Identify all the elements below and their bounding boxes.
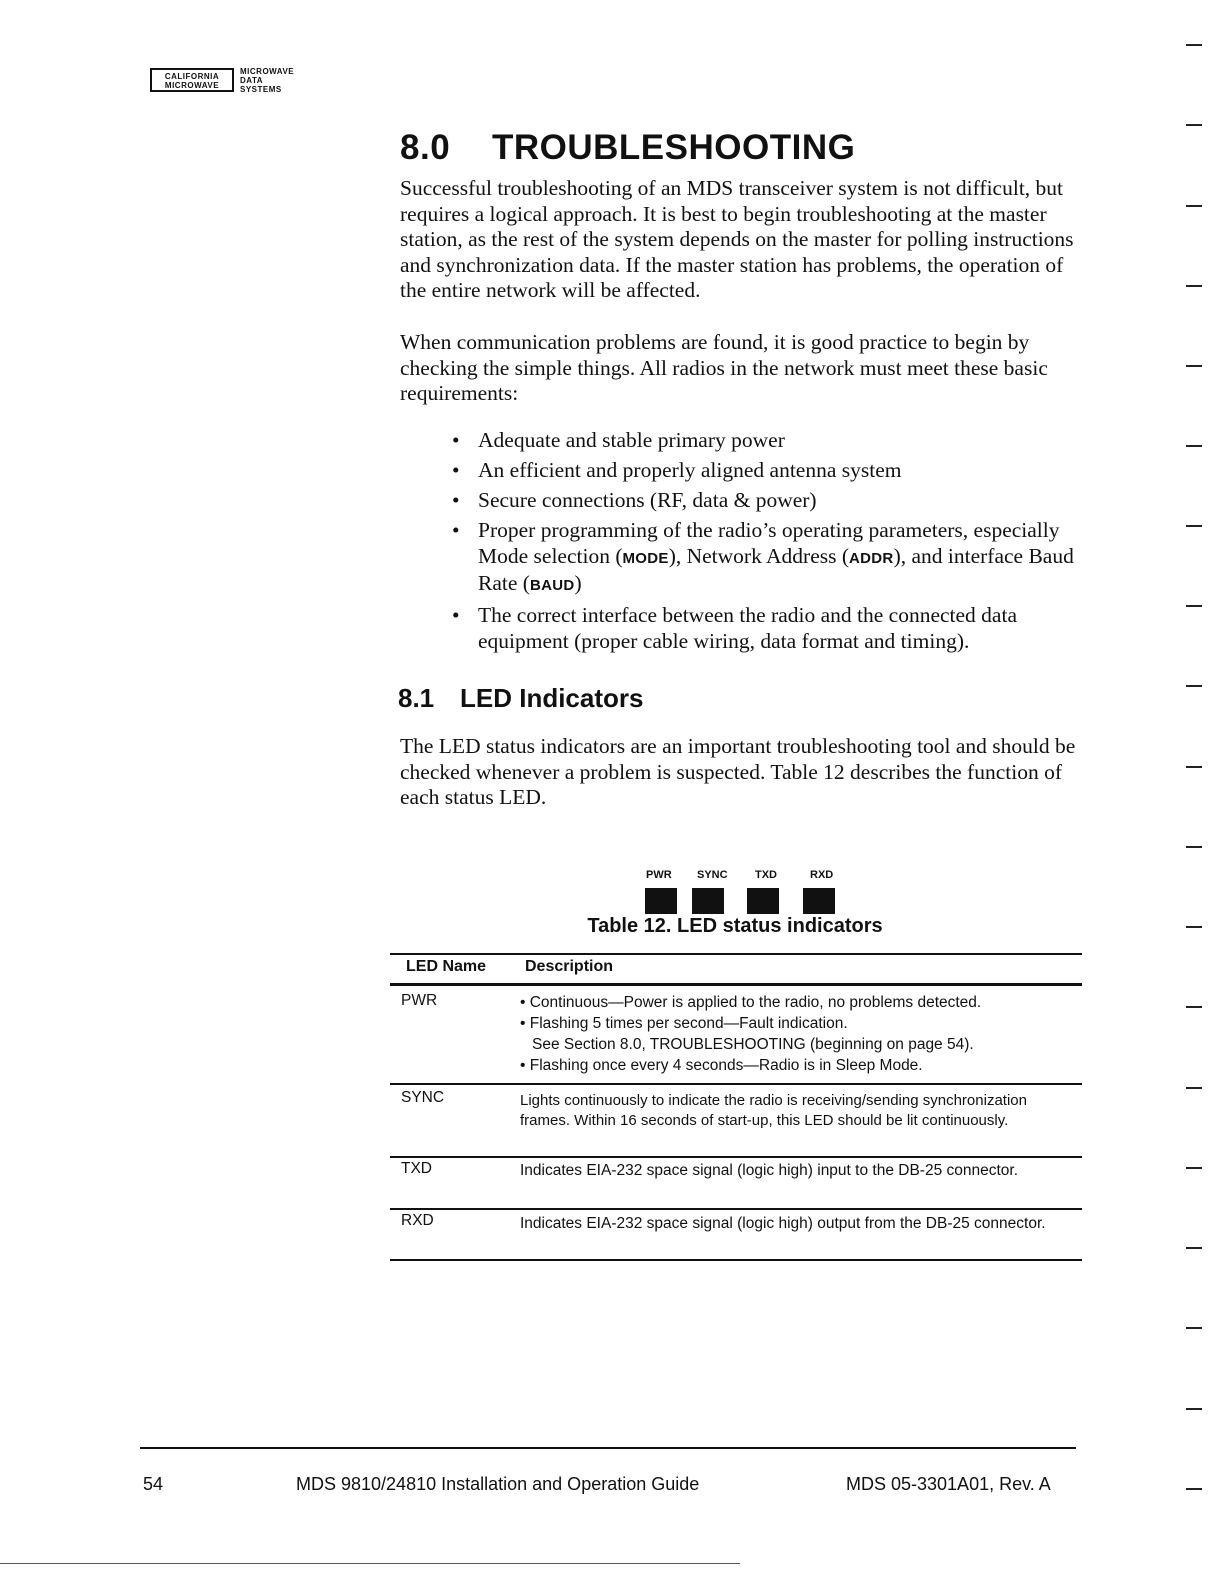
margin-tick — [1186, 1087, 1202, 1089]
table-cell-name: TXD — [401, 1160, 432, 1177]
intro-paragraph: Successful troubleshooting of an MDS transceiver system is not difficult, but requires a logical approach. It is best to begin troubleshooting at the master station, as the rest of the system depends on the master for polling instructions and synchronization data. If the master station has problems, the operation of the entire network will be affected. — [400, 176, 1074, 302]
margin-tick — [1186, 285, 1202, 287]
table-cell-description — [520, 992, 1080, 1076]
subsection-title: LED Indicators — [460, 683, 644, 713]
table-rule — [390, 1208, 1082, 1210]
logo-box — [150, 68, 234, 92]
table-cell-description: Indicates EIA-232 space signal (logic high) output from the DB-25 connector. — [520, 1215, 1046, 1232]
margin-tick — [1186, 44, 1202, 46]
requirement-text: Adequate and stable primary power — [478, 428, 785, 452]
logo-box-line-1: CALIFORNIA — [164, 72, 220, 81]
led-labels — [636, 869, 856, 883]
description-line: • Flashing once every 4 seconds—Radio is in Sleep Mode. — [520, 1057, 923, 1074]
description-line: See Section 8.0, TROUBLESHOOTING (beginning on page 54). — [532, 1036, 974, 1053]
led-rxd — [803, 888, 835, 914]
logo-side-line-3: SYSTEMS — [240, 85, 282, 94]
led-label-pwr: PWR — [646, 869, 672, 881]
table-rule — [390, 1083, 1082, 1085]
margin-tick — [1186, 1006, 1202, 1008]
list-item — [452, 518, 1092, 599]
margin-tick — [1186, 1247, 1202, 1249]
margin-tick — [1186, 1408, 1202, 1410]
led-txd — [747, 888, 779, 914]
subsection-number: 8.1 — [398, 683, 435, 713]
margin-tick — [1186, 685, 1202, 687]
table-rule — [390, 953, 1082, 955]
margin-tick — [1186, 1167, 1202, 1169]
requirements-list — [452, 428, 1092, 659]
logo-side-line-1: MICROWAVE — [240, 67, 295, 76]
list-item — [452, 428, 1092, 454]
led-sync — [692, 888, 724, 914]
table-caption: Table 12. LED status indicators — [587, 915, 883, 937]
requirement-text: An efficient and properly aligned antenna system — [478, 458, 902, 482]
table-cell-name: RXD — [401, 1212, 434, 1229]
requirement-text: ) — [574, 571, 582, 595]
margin-tick — [1186, 926, 1202, 928]
section-number: 8.0 — [400, 128, 451, 167]
margin-tick — [1186, 766, 1202, 768]
section-title: TROUBLESHOOTING — [492, 128, 856, 167]
requirement-text: ), and interface Baud Rate ( — [478, 543, 1074, 595]
table-cell-description: Lights continuously to indicate the radio is receiving/sending synchronization frames. Within 16 seconds of start-up, this LED should be lit continuously. — [520, 1092, 1027, 1129]
table-header-description: Description — [525, 958, 614, 975]
requirement-text: ), Network Address ( — [668, 543, 850, 568]
description-line: • Continuous—Power is applied to the radio, no problems detected. — [520, 994, 982, 1011]
description-line: • Flashing 5 times per second—Fault indication. — [520, 1015, 848, 1032]
led-label-txd: TXD — [755, 869, 777, 881]
margin-tick — [1186, 445, 1202, 447]
requirement-text: The correct interface between the radio and the connected data equipment (proper cable wiring, data format and timing). — [478, 603, 1017, 653]
logo-box-line-2: MICROWAVE — [164, 81, 220, 90]
table-rule — [390, 1156, 1082, 1158]
logo-side-line-2: DATA — [240, 76, 264, 85]
margin-tick — [1186, 1488, 1202, 1490]
margin-tick — [1186, 124, 1202, 126]
table-rule — [390, 983, 1082, 986]
margin-tick — [1186, 525, 1202, 527]
logo-side-text — [240, 67, 294, 94]
table-rule — [390, 1259, 1082, 1261]
footer-document-number: MDS 05-3301A01, Rev. A — [846, 1474, 1051, 1494]
margin-tick — [1186, 846, 1202, 848]
footer-guide-title: MDS 9810/24810 Installation and Operation Guide — [296, 1474, 700, 1494]
subsection-heading — [398, 683, 643, 714]
margin-tick — [1186, 205, 1202, 207]
list-item — [452, 603, 1092, 654]
margin-tick — [1186, 365, 1202, 367]
keyword-mode: MODE — [622, 549, 669, 567]
table-cell-name: PWR — [401, 992, 438, 1009]
margin-tick — [1186, 1327, 1202, 1329]
list-item — [452, 488, 1092, 514]
footer-rule — [140, 1447, 1076, 1449]
table-cell-description: Indicates EIA-232 space signal (logic high) input to the DB-25 connector. — [520, 1162, 1019, 1179]
page-number: 54 — [143, 1474, 164, 1494]
section-heading — [400, 128, 855, 168]
keyword-baud: BAUD — [529, 577, 575, 594]
scan-edge-line — [0, 1563, 740, 1564]
keyword-addr: ADDR — [849, 549, 894, 567]
list-item — [452, 458, 1092, 484]
led-pwr — [645, 888, 677, 914]
margin-tick — [1186, 605, 1202, 607]
requirement-text: Proper programming of the radio’s operating parameters, especially Mode selection ( — [478, 518, 1060, 568]
led-label-sync: SYNC — [697, 869, 728, 881]
table-cell-name: SYNC — [401, 1089, 445, 1106]
company-logo — [150, 66, 325, 98]
requirement-text: Secure connections (RF, data & power) — [478, 488, 817, 512]
requirements-intro-paragraph: When communication problems are found, it is good practice to begin by checking the simple things. All radios in the network must meet these basic requirements: — [400, 330, 1048, 405]
led-label-rxd: RXD — [810, 869, 834, 881]
led-intro-paragraph: The LED status indicators are an important troubleshooting tool and should be checked whenever a problem is suspected. Table 12 describes the function of each status LED. — [400, 734, 1076, 809]
table-header-name: LED Name — [406, 958, 487, 975]
